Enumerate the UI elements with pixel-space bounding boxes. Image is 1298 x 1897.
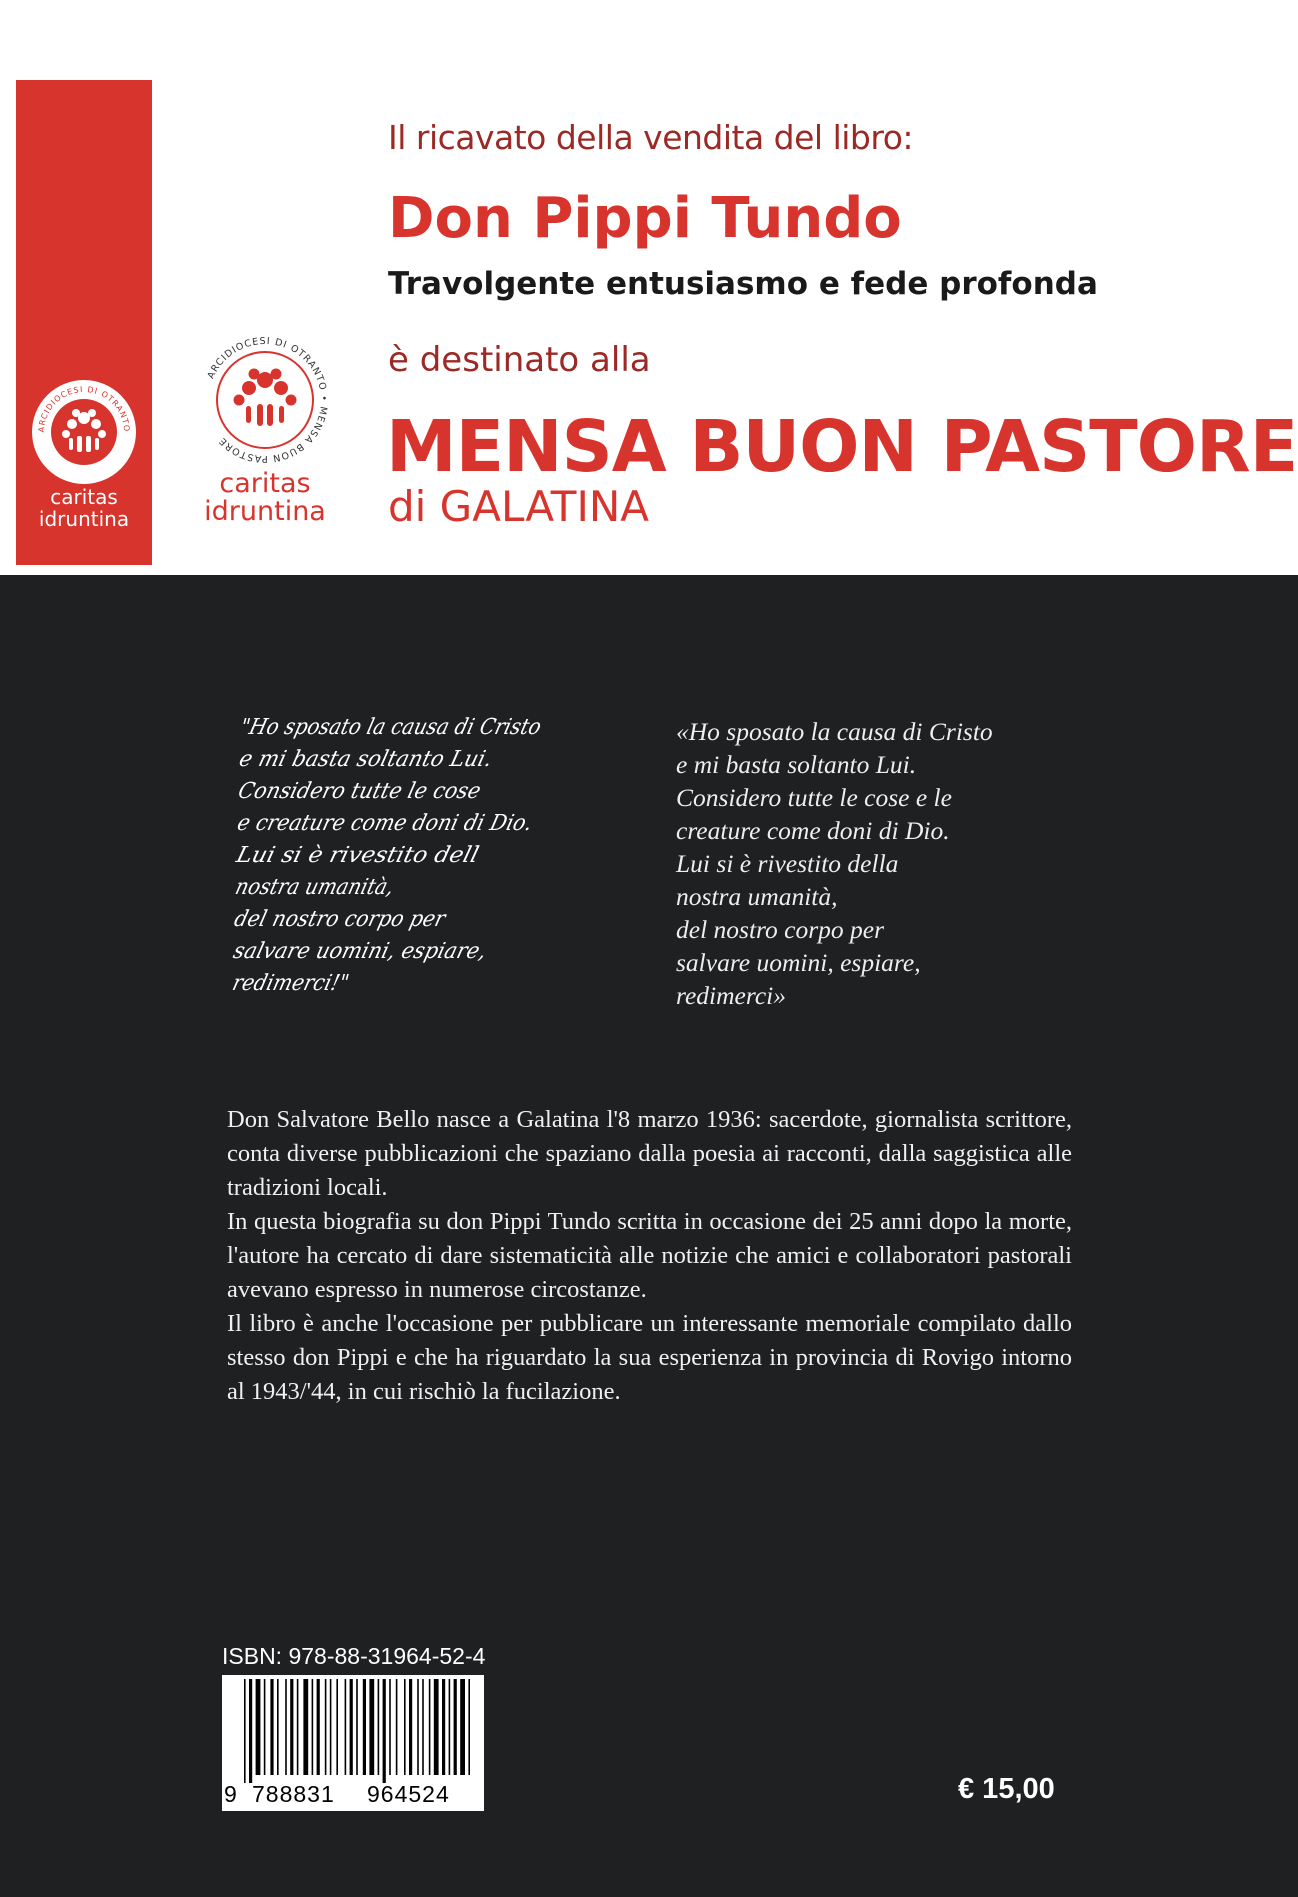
book-subtitle: Travolgente entusiasmo e fede profonda: [388, 266, 1098, 302]
price-label: € 15,00: [958, 1773, 1055, 1805]
barcode-bar: [277, 1679, 279, 1775]
barcode-bar: [389, 1679, 391, 1775]
handwriting-line: del nostro corpo per: [231, 906, 466, 932]
caritas-logo-icon: [32, 380, 136, 484]
handwriting-line: Considero tutte le cose: [235, 778, 500, 804]
beneficiary-name: MENSA BUON PASTORE: [386, 405, 1298, 488]
handwriting-line: redimerci!": [229, 970, 364, 996]
barcode-bar: [325, 1679, 327, 1775]
barcode-bar: [404, 1679, 406, 1775]
barcode-bar: [460, 1679, 465, 1775]
barcode-bar: [270, 1679, 273, 1775]
book-title: Don Pippi Tundo: [388, 186, 902, 251]
quote-line: creature come doni di Dio.: [676, 816, 950, 845]
barcode-bar: [396, 1679, 398, 1775]
handwritten-note: [225, 710, 625, 1010]
barcode-bar: [442, 1679, 445, 1775]
barcode-bar: [449, 1679, 451, 1775]
svg-text:ARCIDIOCESI DI OTRANTO • MENSA: ARCIDIOCESI DI OTRANTO • MENSA BUON PASTORE: [205, 335, 330, 465]
barcode-bar: [312, 1679, 314, 1775]
band-logo-name-line2: idruntina: [38, 507, 130, 531]
handwriting-line: e creature come doni di Dio.: [234, 810, 558, 836]
side-caritas-logo: [190, 330, 340, 526]
red-side-band: [16, 80, 152, 565]
barcode-bar: [317, 1679, 320, 1775]
side-logo-name-line1: caritas: [219, 468, 311, 499]
book-back-cover: [0, 575, 1298, 1897]
barcode-bar: [350, 1679, 353, 1775]
quote-line: Lui si è rivestito della: [676, 849, 899, 878]
band-logo-name-line1: caritas: [50, 485, 118, 509]
barcode-bar: [330, 1679, 332, 1775]
band-caritas-logo: [16, 380, 152, 530]
barcode-bar: [383, 1679, 386, 1783]
barcode-digits-right: 964524: [367, 1781, 450, 1807]
svg-text:ARCIDIOCESI DI OTRANTO: ARCIDIOCESI DI OTRANTO: [36, 384, 132, 433]
barcode-bar: [417, 1679, 419, 1775]
bio-paragraph: In questa biografia su don Pippi Tundo scritta in occasione dei 25 anni dopo la morte, l'autore ha cercato di dare sistematicità alle notizie che amici e collaboratori pastorali avevano espresso in numerose circostanze.: [227, 1208, 1072, 1303]
bio-paragraph: Il libro è anche l'occasione per pubblicare un interessante memoriale compilato dallo stesso don Pippi e che ha riguardato la sua esperienza in provincia di Rovigo intorno al 1943/'44, in cui rischiò la fucilazione.: [227, 1310, 1072, 1405]
barcode-bar: [264, 1679, 266, 1775]
barcode-bar: [363, 1679, 366, 1775]
quote-line: nostra umanità,: [676, 882, 838, 911]
barcode-bar: [285, 1679, 287, 1775]
quote-line: redimerci»: [676, 981, 786, 1010]
donation-flyer: [0, 0, 1298, 565]
quote-line: del nostro corpo per: [676, 915, 884, 944]
author-biography: [227, 1103, 1072, 1409]
handwriting-line: nostra umanità,: [232, 874, 416, 900]
quote-transcription: [676, 715, 1076, 1012]
barcode-bar: [345, 1679, 347, 1775]
barcode-bar: [297, 1679, 299, 1775]
handwriting-line: Lui si è rivestito dell: [233, 842, 469, 868]
handwriting-line: e mi basta soltanto Lui.: [236, 746, 505, 772]
handwriting-line: salvare uomini, espiare,: [230, 938, 505, 964]
barcode-bar: [356, 1679, 358, 1775]
bio-paragraph: Don Salvatore Bello nasce a Galatina l'8 marzo 1936: sacerdote, giornalista scrittore, conta diverse pubblicazioni che spaziano dalla poesia ai racconti, dalla saggistica alle tradizioni locali.: [227, 1106, 1072, 1201]
barcode-bar: [429, 1679, 431, 1775]
beneficiary-city: di GALATINA: [388, 482, 649, 531]
barcode-digit-first: 9: [224, 1781, 237, 1807]
barcode-bars: [222, 1675, 484, 1783]
isbn-barcode: [222, 1675, 484, 1811]
caritas-logo-icon: [195, 330, 335, 470]
barcode-bar: [244, 1679, 246, 1783]
barcode-bar: [256, 1679, 261, 1775]
barcode-bar: [422, 1679, 424, 1775]
barcode-bar: [378, 1679, 380, 1775]
barcode-bar: [336, 1679, 338, 1775]
barcode-bar: [303, 1679, 308, 1775]
barcode-bar: [409, 1679, 412, 1775]
barcode-bar: [369, 1679, 374, 1775]
barcode-bar: [434, 1679, 439, 1775]
handwriting-line: "Ho sposato la causa di Cristo: [237, 714, 580, 740]
intro-text: Il ricavato della vendita del libro:: [388, 118, 914, 157]
side-logo-name-line2: idruntina: [204, 496, 326, 527]
quote-line: e mi basta soltanto Lui.: [676, 750, 917, 779]
barcode-bar: [468, 1679, 470, 1775]
quote-line: «Ho sposato la causa di Cristo: [676, 717, 993, 746]
barcode-digits-left: 788831: [252, 1781, 335, 1807]
barcode-bar: [290, 1679, 293, 1775]
isbn-label: ISBN: 978-88-31964-52-4: [222, 1643, 486, 1669]
quote-line: Considero tutte le cose e le: [676, 783, 952, 812]
destined-text: è destinato alla: [388, 340, 651, 380]
barcode-bar: [454, 1679, 457, 1775]
quote-line: salvare uomini, espiare,: [676, 948, 921, 977]
barcode-bar: [249, 1679, 252, 1783]
